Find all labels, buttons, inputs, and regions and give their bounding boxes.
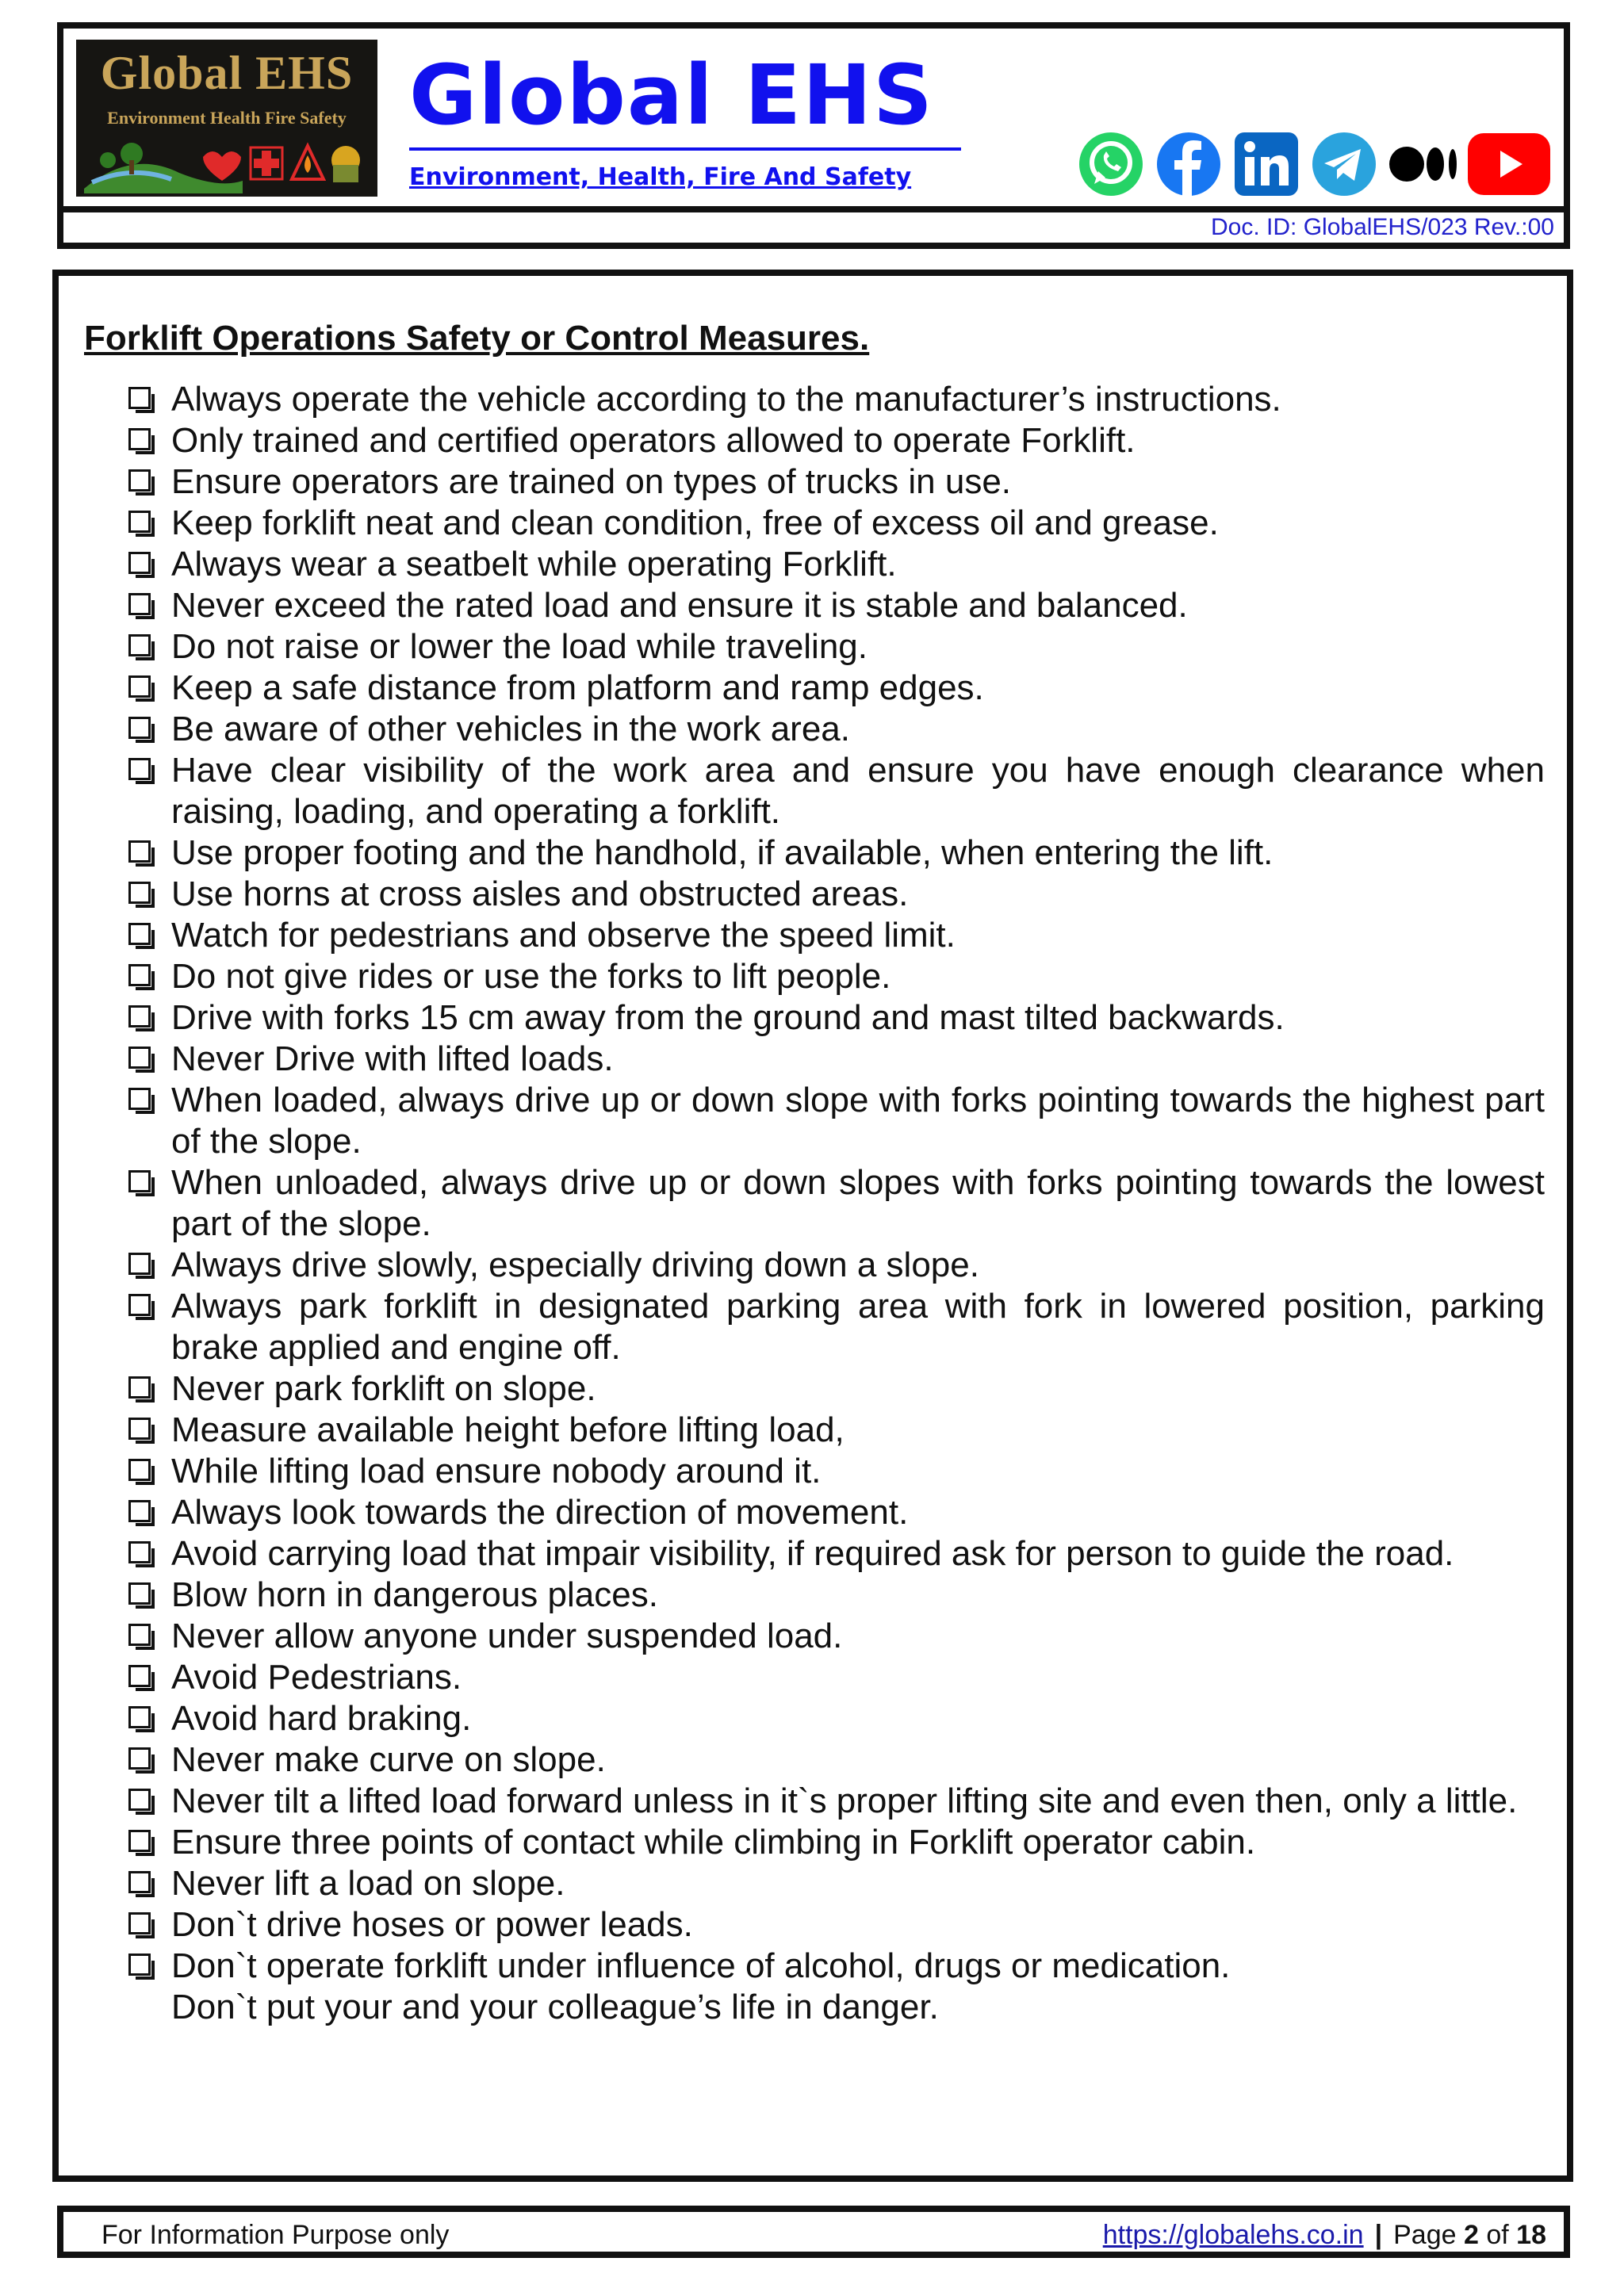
list-item	[128, 461, 1545, 503]
list-item	[128, 668, 1545, 709]
list-item-text: Avoid carrying load that impair visibility, if required ask for person to guide the road.	[171, 1534, 1454, 1573]
brand-title-underline	[409, 147, 961, 151]
section-title: Forklift Operations Safety or Control Measures.	[84, 319, 870, 358]
page-total: 18	[1516, 2220, 1546, 2250]
list-item	[128, 1822, 1545, 1863]
list-item	[128, 709, 1545, 750]
checkbox-bullet-icon	[128, 1500, 151, 1522]
page-current: 2	[1463, 2220, 1479, 2250]
checkbox-bullet-icon	[128, 1418, 151, 1440]
checkbox-bullet-icon	[128, 1459, 151, 1481]
list-item	[128, 1946, 1545, 1987]
list-item-text: Blow horn in dangerous places.	[171, 1575, 658, 1614]
list-item	[128, 1616, 1545, 1657]
list-item	[128, 1245, 1545, 1286]
document-header	[57, 22, 1570, 249]
list-item-text: Use proper footing and the handhold, if available, when entering the lift.	[171, 833, 1274, 872]
list-item	[128, 1533, 1545, 1575]
checkbox-bullet-icon	[128, 634, 151, 656]
youtube-icon[interactable]	[1465, 130, 1553, 198]
list-item-text: Ensure operators are trained on types of trucks in use.	[171, 462, 1012, 501]
list-item	[128, 750, 1545, 832]
list-item-text: Always operate the vehicle according to the manufacturer’s instructions.	[171, 380, 1281, 419]
list-item-text: Always wear a seatbelt while operating Forklift.	[171, 545, 897, 584]
company-logo	[76, 40, 377, 197]
list-item-text: Avoid hard braking.	[171, 1699, 472, 1738]
checkbox-bullet-icon	[128, 964, 151, 986]
list-item-text: Never Drive with lifted loads.	[171, 1039, 614, 1078]
list-item	[128, 1451, 1545, 1492]
list-item-text: Avoid Pedestrians.	[171, 1658, 462, 1697]
checkbox-bullet-icon	[128, 840, 151, 863]
document-footer	[57, 2206, 1570, 2258]
list-item-text: Use horns at cross aisles and obstructed areas.	[171, 874, 909, 913]
list-item-text: Do not raise or lower the load while traveling.	[171, 627, 868, 666]
list-item	[128, 1698, 1545, 1739]
list-item-text: Always look towards the direction of movement.	[171, 1493, 909, 1532]
list-item	[128, 503, 1545, 544]
list-item	[128, 420, 1545, 461]
brand-title: Global EHS	[409, 47, 934, 144]
checkbox-bullet-icon	[128, 882, 151, 904]
list-item	[128, 1904, 1545, 1946]
checkbox-bullet-icon	[128, 469, 151, 492]
list-item-text: Measure available height before lifting load,	[171, 1410, 845, 1449]
checkbox-bullet-icon	[128, 1376, 151, 1399]
checkbox-bullet-icon	[128, 593, 151, 615]
list-item-text: While lifting load ensure nobody around it.	[171, 1452, 822, 1490]
list-item	[128, 874, 1545, 915]
list-item	[128, 1286, 1545, 1368]
list-item-text: Ensure three points of contact while climbing in Forklift operator cabin.	[171, 1823, 1256, 1862]
list-item-text: Watch for pedestrians and observe the speed limit.	[171, 916, 956, 955]
whatsapp-icon[interactable]	[1077, 130, 1145, 198]
checkbox-bullet-icon	[128, 1706, 151, 1728]
medium-icon[interactable]	[1386, 130, 1462, 198]
list-item	[128, 915, 1545, 956]
checkbox-bullet-icon	[128, 1582, 151, 1605]
list-item-text: Drive with forks 15 cm away from the ground and mast tilted backwards.	[171, 998, 1285, 1037]
list-item-text: Never make curve on slope.	[171, 1740, 606, 1779]
list-item	[128, 997, 1545, 1039]
logo-subtitle: Environment Health Fire Safety	[107, 108, 347, 128]
list-item	[128, 1657, 1545, 1698]
list-item	[128, 1739, 1545, 1781]
checkbox-bullet-icon	[128, 1047, 151, 1069]
safety-measures-list	[128, 379, 1545, 2028]
checkbox-bullet-icon	[128, 1088, 151, 1110]
checkbox-bullet-icon	[128, 1624, 151, 1646]
brand-subtitle: Environment, Health, Fire And Safety	[409, 163, 912, 191]
checkbox-bullet-icon	[128, 717, 151, 739]
checkbox-bullet-icon	[128, 675, 151, 698]
list-item	[128, 1039, 1545, 1080]
checkbox-bullet-icon	[128, 1294, 151, 1316]
list-item-text: Be aware of other vehicles in the work area.	[171, 710, 851, 748]
list-item	[128, 544, 1545, 585]
list-item	[128, 832, 1545, 874]
website-link[interactable]: https://globalehs.co.in	[1102, 2220, 1364, 2250]
telegram-icon[interactable]	[1310, 130, 1378, 198]
checkbox-bullet-icon	[128, 1830, 151, 1852]
list-item-text: Always drive slowly, especially driving down a slope.	[171, 1246, 979, 1284]
page-label: Page	[1393, 2220, 1457, 2250]
list-item-text: Keep forklift neat and clean condition, free of excess oil and grease.	[171, 503, 1219, 542]
checkbox-bullet-icon	[128, 1253, 151, 1275]
checkbox-bullet-icon	[128, 387, 151, 409]
checkbox-bullet-icon	[128, 552, 151, 574]
checkbox-bullet-icon	[128, 428, 151, 450]
list-item-text: Do not give rides or use the forks to lift people.	[171, 957, 891, 996]
checkbox-bullet-icon	[128, 1912, 151, 1934]
list-item-text: Always park forklift in designated parking area with fork in lowered position, parking brake applied and engine off.	[171, 1287, 1545, 1367]
list-item	[128, 1162, 1545, 1245]
linkedin-icon[interactable]	[1232, 130, 1300, 198]
logo-illustration	[84, 133, 370, 193]
closing-line: Don`t put your and your colleague’s life in danger.	[171, 1988, 939, 2026]
header-row	[63, 29, 1564, 206]
list-item	[128, 1492, 1545, 1533]
checkbox-bullet-icon	[128, 1747, 151, 1770]
checkbox-bullet-icon	[128, 1789, 151, 1811]
list-item	[128, 1575, 1545, 1616]
list-item	[128, 626, 1545, 668]
list-item	[128, 1781, 1545, 1822]
checkbox-bullet-icon	[128, 1170, 151, 1192]
document-id: Doc. ID: GlobalEHS/023 Rev.:00	[1211, 214, 1554, 240]
logo-title: Global EHS	[100, 47, 354, 99]
facebook-icon[interactable]	[1155, 130, 1223, 198]
list-item	[128, 1080, 1545, 1162]
list-item	[128, 585, 1545, 626]
list-item-text: Never exceed the rated load and ensure it is stable and balanced.	[171, 586, 1188, 625]
list-item	[128, 956, 1545, 997]
checkbox-bullet-icon	[128, 758, 151, 780]
list-item	[128, 379, 1545, 420]
list-item-text: Never tilt a lifted load forward unless in it`s proper lifting site and even then, only a little.	[171, 1781, 1518, 1820]
list-item-text: Only trained and certified operators allowed to operate Forklift.	[171, 421, 1136, 460]
checkbox-bullet-icon	[128, 1954, 151, 1976]
checkbox-bullet-icon	[128, 923, 151, 945]
list-item	[128, 1410, 1545, 1451]
footer-separator: |	[1374, 2220, 1383, 2250]
list-item-text: Don`t drive hoses or power leads.	[171, 1905, 693, 1944]
checkbox-bullet-icon	[128, 1541, 151, 1563]
checkbox-bullet-icon	[128, 1005, 151, 1027]
list-item-text: Don`t operate forklift under influence of alcohol, drugs or medication.	[171, 1946, 1231, 1985]
checkbox-bullet-icon	[128, 1665, 151, 1687]
checkbox-bullet-icon	[128, 1871, 151, 1893]
list-item-text: Never park forklift on slope.	[171, 1369, 596, 1408]
page-of: of	[1486, 2220, 1509, 2250]
list-item-text: Have clear visibility of the work area and ensure you have enough clearance when raising, loading, and operating a forklift.	[171, 751, 1545, 831]
list-item	[128, 1368, 1545, 1410]
content-box	[52, 270, 1573, 2182]
list-item-text: When loaded, always drive up or down slope with forks pointing towards the highest part of the slope.	[171, 1081, 1545, 1161]
footer-disclaimer: For Information Purpose only	[102, 2220, 450, 2250]
list-item-text: Never allow anyone under suspended load.	[171, 1617, 843, 1655]
list-item-text: When unloaded, always drive up or down slopes with forks pointing towards the lowest part of the slope.	[171, 1163, 1545, 1243]
list-item-text: Keep a safe distance from platform and ramp edges.	[171, 668, 984, 707]
header-divider	[63, 206, 1564, 212]
list-item-text: Never lift a load on slope.	[171, 1864, 565, 1903]
footer-page-info	[1103, 2220, 1546, 2251]
list-item	[128, 1863, 1545, 1904]
checkbox-bullet-icon	[128, 511, 151, 533]
